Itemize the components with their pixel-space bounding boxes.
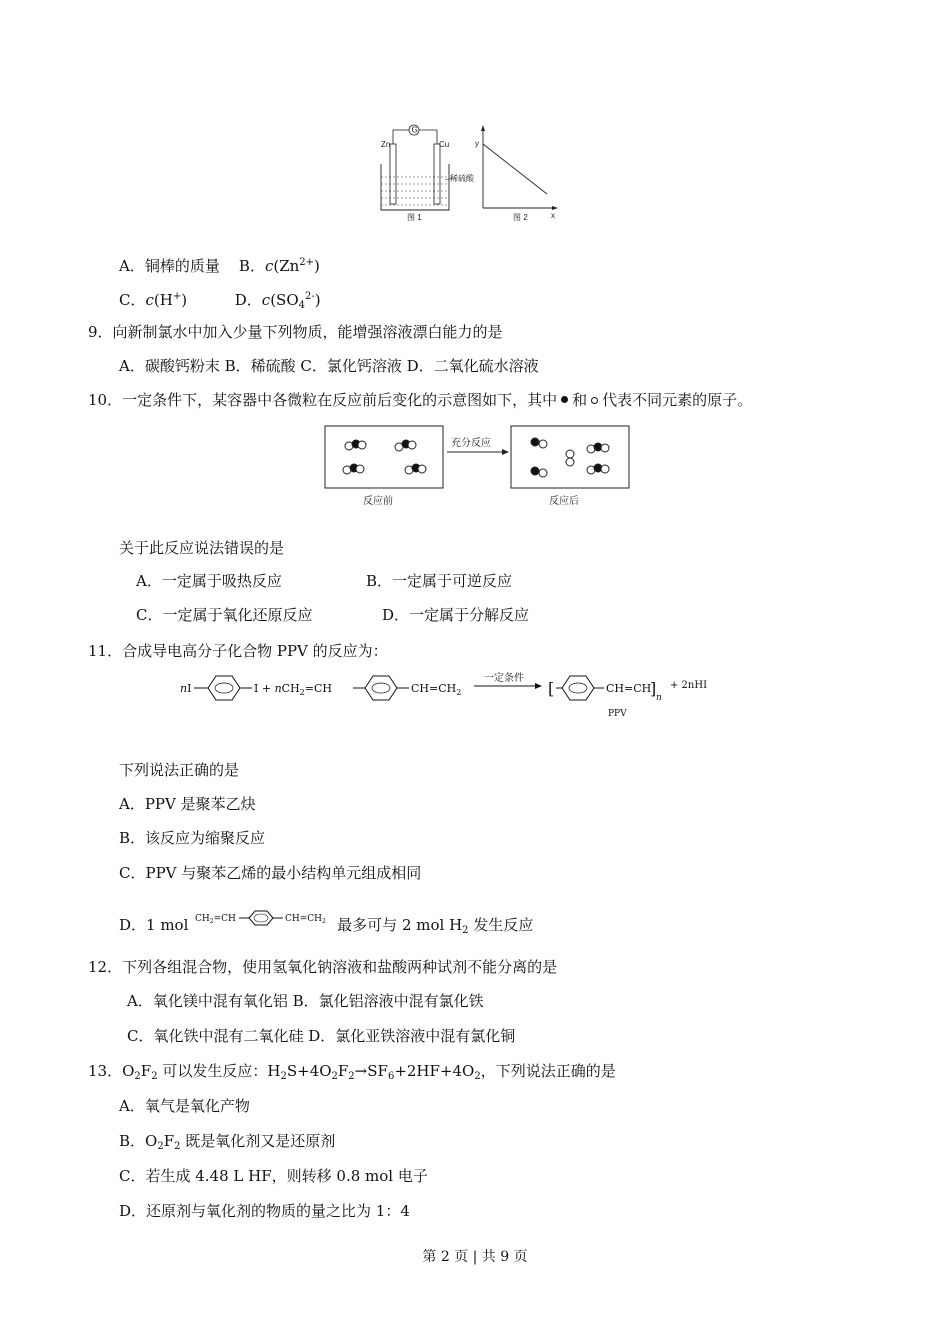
svg-text:nI: nI <box>180 682 192 695</box>
svg-text:CH=CH2: $CH=CH_2$ <box>285 914 327 925</box>
after-label: 反应后 <box>549 496 579 507</box>
q11-sub-stem: 下列说法正确的是 <box>119 761 240 779</box>
q8-option-c-prefix: C． <box>119 291 146 309</box>
svg-text:CH=CH2: $CH=CH_2$ <box>411 682 462 697</box>
q11-option-d-suffix: 最多可与 2 mol H <box>337 916 463 934</box>
before-label: 反应前 <box>363 496 393 507</box>
q10-option-d: D．一定属于分解反应 <box>382 606 530 624</box>
q13-option-c: C．若生成 4.48 L HF，则转移 0.8 mol 电子 <box>119 1167 428 1185</box>
q10-stem <box>88 390 752 410</box>
q12-stem: 12．下列各组混合物，使用氢氧化钠溶液和盐酸两种试剂不能分离的是 <box>88 958 558 976</box>
svg-text:CH=CH: CH=CH <box>606 682 652 695</box>
q13-option-a: A．氧气是氧化产物 <box>119 1097 250 1115</box>
svg-text:I + nCH2=CH: I + nCH$_2$=CH <box>254 682 332 697</box>
q8-option-b-prefix: B． <box>238 257 265 275</box>
reaction-arrow-label: 充分反应 <box>451 438 491 449</box>
q13-option-b-tail: 既是氧化剂又是还原剂 <box>185 1132 336 1150</box>
page-footer: 第 2 页 | 共 9 页 <box>422 1249 528 1265</box>
filled-atom-icon <box>561 396 568 403</box>
q9-stem: 9．向新制氯水中加入少量下列物质，能增强溶液漂白能力的是 <box>88 323 503 341</box>
ppv-reaction-equation <box>178 670 728 730</box>
fig2-caption: 图 2 <box>513 213 528 222</box>
fig1-caption: 图 1 <box>407 213 422 222</box>
after-molecules <box>531 438 609 477</box>
q11-option-d-tail: 发生反应 <box>473 916 534 934</box>
q12-options-ab: A．氧化镁中混有氧化铝 B．氯化铝溶液中混有氯化铁 <box>127 992 484 1010</box>
q11-option-c: C．PPV 与聚苯乙烯的最小结构单元组成相同 <box>119 864 422 882</box>
galvanic-cell-diagram <box>381 125 475 222</box>
q13-stem-tail: ，下列说法正确的是 <box>480 1062 616 1080</box>
hi-byproduct: + 2nHI <box>670 680 708 691</box>
q10-sub-stem: 关于此反应说法错误的是 <box>119 539 285 557</box>
q10-stem-part3: 代表不同元素的原子。 <box>602 391 753 409</box>
q8-options-cd: C．c(H+) D．$c(SO_4^{2-})$ <box>119 291 321 311</box>
electrochem-figure <box>375 122 565 222</box>
q11-option-b: B．该反应为缩聚反应 <box>119 829 266 847</box>
zn-label: Zn <box>381 140 391 149</box>
q12-options-cd: C．氧化铁中混有二氧化硅 D．氯化亚铁溶液中混有氯化铜 <box>127 1027 516 1045</box>
q11-option-d: D．1 mol $CH_2=CH$ $CH=CH_2$ 最多可与 2 mol $H_2$ 发生反应 <box>119 910 533 941</box>
q10-stem-part1: 10．一定条件下，某容器中各微粒在反应前后变化的示意图如下，其中 <box>88 391 558 409</box>
q9-options: A．碳酸钙粉末 B．稀硫酸 C．氯化钙溶液 D．二氧化硫水溶液 <box>119 357 539 375</box>
divinylbenzene-structure <box>193 910 337 938</box>
y-axis-label: y <box>475 139 479 148</box>
x-axis-label: x <box>551 211 555 220</box>
svg-text:]: ] <box>650 679 657 698</box>
q11-stem: 11．合成导电高分子化合物 PPV 的反应为： <box>88 642 388 660</box>
cu-label: Cu <box>439 140 450 149</box>
q8-option-a: A．铜棒的质量 <box>119 257 220 275</box>
q11-option-a: A．PPV 是聚苯乙炔 <box>119 795 256 813</box>
acid-label: 稀硫酸 <box>450 174 474 183</box>
svg-text:CH2=CH: $CH_2=CH$ <box>195 914 237 925</box>
q10-option-a: A．一定属于吸热反应 <box>136 572 282 590</box>
before-molecules <box>343 440 426 474</box>
q8-option-d-prefix: D． <box>234 291 262 309</box>
ppv-label: PPV <box>608 709 627 719</box>
svg-text:n: n <box>656 693 662 703</box>
q8-options-ab: A．铜棒的质量 B．$c(Zn^{2+})$ <box>119 257 320 275</box>
svg-text:[: [ <box>548 679 555 698</box>
reaction-diagram <box>323 424 633 512</box>
galvanometer-label: G <box>411 125 418 135</box>
q10-option-c: C．一定属于氧化还原反应 <box>136 606 313 624</box>
q13-option-b: B．$O_2F_2$ 既是氧化剂又是还原剂 <box>119 1132 336 1152</box>
graph-diagram <box>475 125 558 222</box>
q13-number: 13． <box>88 1062 123 1080</box>
hollow-atom-icon <box>591 397 598 404</box>
q11-option-d-prefix: D．1 mol <box>119 916 189 934</box>
q13-stem: 13．$O_2F_2$ 可以发生反应：$H_2S+4O_2F_2\to SF_6+2HF+4O_2$，下列说法正确的是 <box>88 1062 616 1082</box>
reaction-condition-label: 一定条件 <box>484 673 524 684</box>
q10-stem-part2: 和 <box>572 391 588 409</box>
q10-option-b: B．一定属于可逆反应 <box>366 572 513 590</box>
q13-option-d: D．还原剂与氧化剂的物质的量之比为 1：4 <box>119 1202 410 1220</box>
